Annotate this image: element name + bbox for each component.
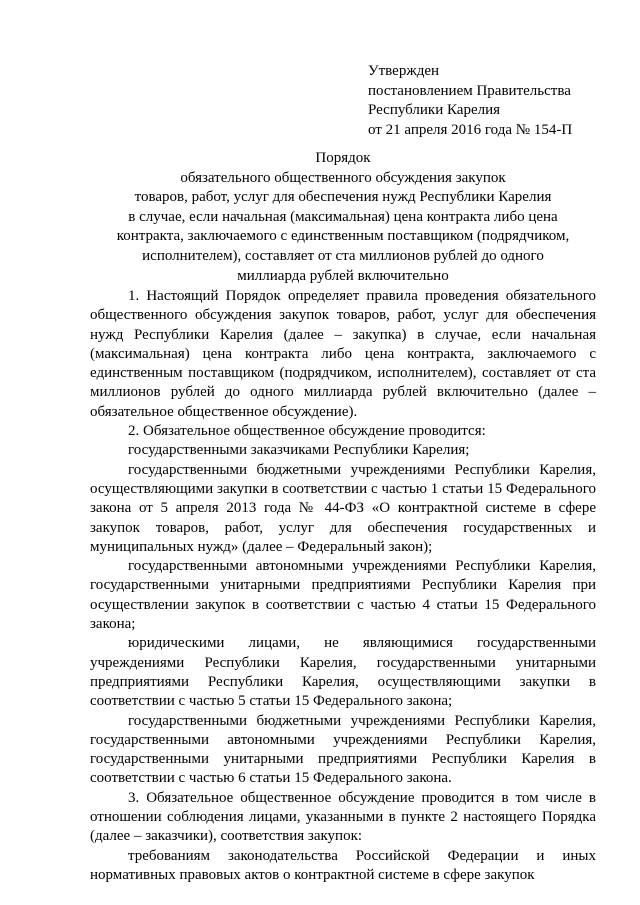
title-line-2: обязательного общественного обсуждения закупок — [180, 169, 506, 186]
paragraph-8: 3. Обязательное общественное обсуждение проводится в том числе в отношении соблюдения лицами, указанными в пункте 2 настоящего Порядка (далее – заказчики), соответствия закупок: — [90, 789, 596, 845]
paragraph-3: государственными заказчиками Республики Карелия; — [128, 442, 470, 459]
approval-line-1: Утвержден — [368, 63, 440, 79]
document-title — [90, 149, 596, 286]
title-line-7: миллиарда рублей включительно — [237, 267, 449, 284]
title-line-4: в случае, если начальная (максимальная) цена контракта либо цена — [128, 208, 558, 225]
paragraph-4: государственными бюджетными учреждениями Республики Карелия, осуществляющими закупки в соответствии с частью 1 статьи 15 Федерального закона от 5 апреля 2013 года № 44-ФЗ «О контрактной системе в сфере закупок товаров, работ, услуг для обеспечения государственных и муниципальных нужд» (далее – Федеральный закон); — [90, 461, 596, 555]
paragraph-1: 1. Настоящий Порядок определяет правила проведения обязательного общественного обсуждения закупок товаров, работ, услуг для обеспечения нужд Республики Карелия (далее – закупка) в случае, если начальная (максимальная) цена контракта либо цена контракта, заключаемого с единственным поставщиком (подрядчиком, исполнителем), составляет от ста миллионов рублей до одного миллиарда рублей включительно (далее – обязательное общественное обсуждение). — [90, 288, 596, 420]
approval-line-2: постановлением Правительства — [368, 82, 571, 99]
title-line-6: исполнителем), составляет от ста миллионов рублей до одного — [142, 247, 544, 264]
approval-line-4: от 21 апреля 2016 года № 154-П — [368, 121, 573, 138]
title-line-3: товаров, работ, услуг для обеспечения нужд Республики Карелия — [134, 189, 552, 206]
paragraph-5: государственными автономными учреждениями Республики Карелия, государственными унитарными предприятиями Республики Карелия при осуществлении закупок в соответствии с частью 4 статьи 15 Федерального закона; — [90, 558, 596, 633]
approval-stamp — [368, 62, 572, 140]
document-body — [90, 287, 596, 885]
paragraph-6: юридическими лицами, не являющимися государственными учреждениями Республики Карелия, государственными унитарными предприятиями Республики Карелия, осуществляющими закупки в соответствии с частью 5 статьи 15 Федерального закона; — [90, 635, 596, 710]
title-line-1: Порядок — [315, 150, 371, 166]
paragraph-2: 2. Обязательное общественное обсуждение проводится: — [128, 423, 486, 440]
approval-line-3: Республики Карелия — [368, 102, 501, 118]
title-line-5: контракта, заключаемого с единственным поставщиком (подрядчиком, — [116, 228, 570, 245]
paragraph-9: требованиям законодательства Российской Федерации и иных нормативных правовых актов о контрактной системе в сфере закупок — [90, 847, 596, 883]
paragraph-7: государственными бюджетными учреждениями Республики Карелия, государственными автономными учреждениями Республики Карелия, государственными унитарными предприятиями Республики Карелия в соответствии с частью 6 статьи 15 Федерального закона. — [90, 712, 596, 787]
